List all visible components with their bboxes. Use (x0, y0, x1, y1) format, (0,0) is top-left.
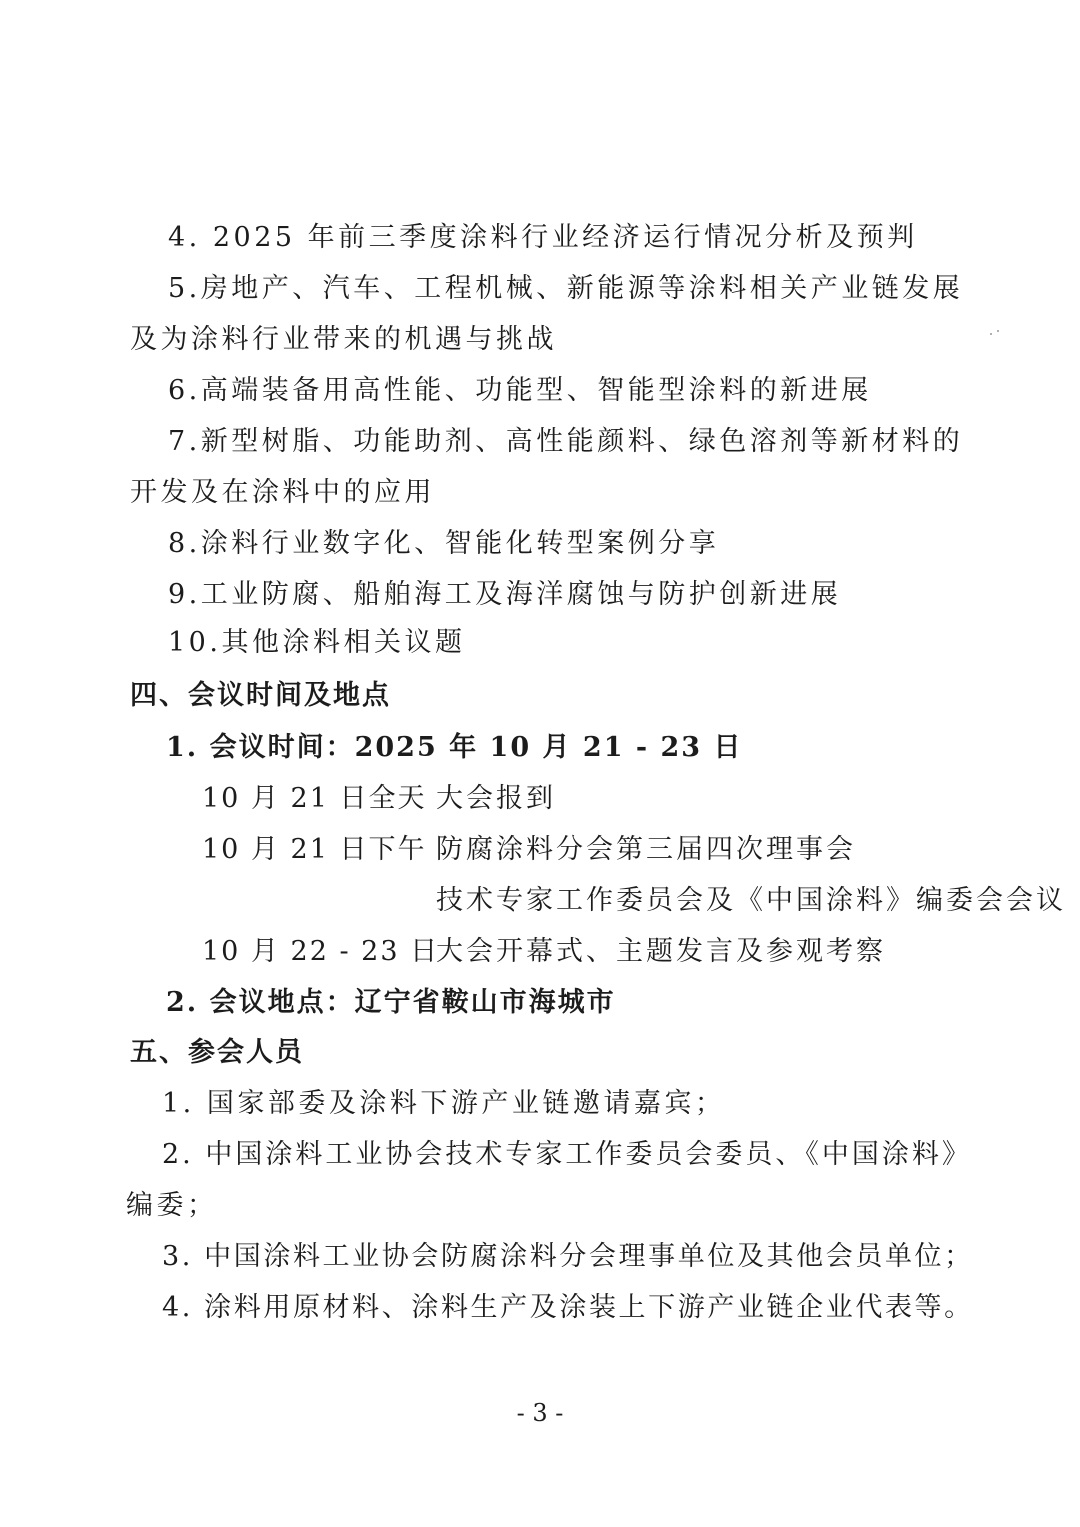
topic-item-5-continued: 及为涂料行业带来的机遇与挑战 (130, 324, 557, 355)
schedule-desc-4: 大会开幕式、主题发言及参观考察 (436, 936, 886, 967)
topic-item-6: 6.高端装备用高性能、功能型、智能型涂料的新进展 (168, 375, 872, 406)
topic-item-7: 7.新型树脂、功能助剂、高性能颜料、绿色溶剂等新材料的 (168, 426, 964, 457)
schedule-desc-1: 大会报到 (436, 783, 556, 814)
attendee-item-1: 1. 国家部委及涂料下游产业链邀请嘉宾； (162, 1088, 726, 1119)
attendee-item-4: 4. 涂料用原材料、涂料生产及涂装上下游产业链企业代表等。 (162, 1292, 974, 1323)
meeting-place-label: 2. 会议地点：辽宁省鞍山市海城市 (166, 987, 616, 1018)
attendee-item-2-continued: 编委； (126, 1190, 218, 1221)
section-heading-meeting-time-place: 四、会议时间及地点 (130, 680, 391, 711)
schedule-date-4: 10 月 22 - 23 日 (202, 936, 440, 967)
schedule-desc-3: 技术专家工作委员会及《中国涂料》编委会会议 (436, 885, 1066, 916)
scan-speck (990, 330, 1000, 336)
topic-item-10: 10.其他涂料相关议题 (168, 627, 466, 658)
topic-item-5: 5.房地产、汽车、工程机械、新能源等涂料相关产业链发展 (168, 273, 964, 304)
schedule-date-2: 10 月 21 日下午 (202, 834, 427, 865)
meeting-time-label: 1. 会议时间：2025 年 10 月 21 - 23 日 (166, 732, 743, 763)
attendee-item-2: 2. 中国涂料工业协会技术专家工作委员会委员、《中国涂料》 (162, 1139, 972, 1170)
schedule-date-1: 10 月 21 日全天 (202, 783, 427, 814)
topic-item-4: 4. 2025 年前三季度涂料行业经济运行情况分析及预判 (168, 222, 918, 253)
topic-item-8: 8.涂料行业数字化、智能化转型案例分享 (168, 528, 720, 559)
topic-item-9: 9.工业防腐、船舶海工及海洋腐蚀与防护创新进展 (168, 579, 842, 610)
schedule-desc-2: 防腐涂料分会第三届四次理事会 (436, 834, 856, 865)
section-heading-attendees: 五、参会人员 (130, 1037, 304, 1068)
topic-item-7-continued: 开发及在涂料中的应用 (130, 477, 435, 508)
attendee-item-3: 3. 中国涂料工业协会防腐涂料分会理事单位及其他会员单位； (162, 1241, 974, 1272)
page-number: - 3 - (516, 1399, 564, 1427)
